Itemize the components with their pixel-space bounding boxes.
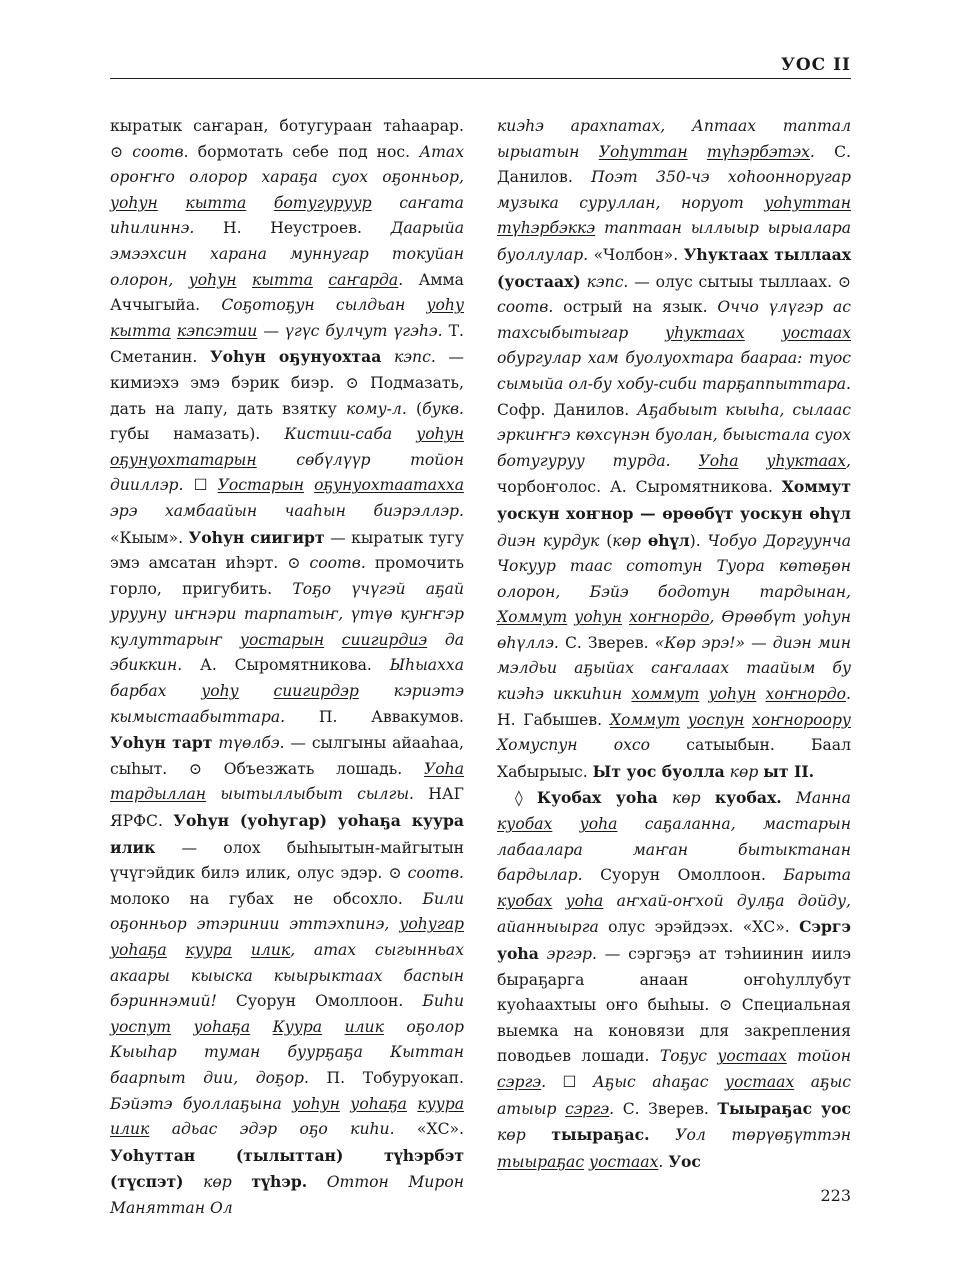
dictionary-text: ◊ Куобах уоһа көр куобах. Манна куобах уоһа саҕаланна, мастарын лабаалара маҥан бытыктанан бардылар. Суорун Омоллоон. Барыта куобах уоһа аҥхай-оҥхой дулҕа дойду, айанныырга олус эрэйдээх. «ХС». Сэргэ уоһа эргэр. — сэргэҕэ ат тэһиинин иилэ быраҕарга анаан оҥоһуллубут куоһаахтыы оҥо быһыы. ⊙ Специальная выемка на коновязи для закрепления поводьев лошади. Тоҕус уостаах тойон сэргэ. ☐ Аҕыс аһаҕас уостаах аҕыс атыыр сэргэ. С. Зверев. Тыыраҕас уос көр тыыраҕас. Уол төрүөҕүттэн тыыраҕас уостаах. Уос bbox=[497, 788, 852, 1171]
running-title: УОС II bbox=[781, 55, 851, 75]
dictionary-text: кыратык саҥаран, ботугураан таһаарар. ⊙ соотв. бормотать себе под нос. Атах ороҥҥо олорор хараҕа суох оҕонньор, уоһун кытта ботугурууp саҥата иһилиннэ. Н. Неустроев. Даарыйа эмээхсин харана муннугар токуйан олорон, уоһун кытта саҥарда. Амма Аччыгыйа. Соҕотоҕун сылдьан уоһу кытта кэпсэтии — үгүс булчут үгэһэ. Т. Сметанин. Уоһун оҕунуохтаа кэпс. — кимиэхэ эмэ бэрик биэр. ⊙ Подмазать, дать на лапу, дать взятку кому-л. (букв. губы намазать). Кистии-саба уоһун оҕунуохтатарын сөбүлүүр тойон дииллэр. ☐ Уостарын оҕунуохтаатахха эрэ хамбаайын чааһын биэрэллэр. «Кыым». Уоһун сиигирт — кыратык тугу эмэ амсатан иһэрт. ⊙ соотв. промочить горло, пригубить. Тоҕо үчүгэй аҕай урууну иҥнэри тарпатыҥ, үтүө куҥҥэр кулуттарыҥ уостарын сиигирдиэ да эбиккин. А. Сыромятникова. Ыһыахха барбах уоһу сиигирдэр кэриэтэ кымыстаабыттара. П. Аввакумов. Уоһун тарт түөлбэ. — сылгыны айааһаа, сыһыт. ⊙ Объезжать лошадь. Уоһа тардыллан ыытыллыбыт сылгы. НАГ ЯРФС. Уоһун (уоһугар) уоһаҕа куура илик — олох быһыытын-майгытын үчүгэйдик билэ илик, олус эдэр. ⊙ соотв. молоко на губах не обсохло. Били оҕонньор этэринии эттэхпинэ, уоһугар уоһаҕа куура илик, атах сыгынньах акаары кыыска кыырыктаах баспын бэриннэмий! Суорун Омоллоон. Биһи уоспут уоһаҕа Куура илик оҕолор Кыыһар туман буурҕаҕа Кыттан баарпыт дии, доҕор. П. Тобуруокап. Бэйэтэ буоллаҕына уоһун уоһаҕа куура илик адьас эдэр оҕо киһи. «ХС». Уоһуттан (тылыттан) түһэрбэт (түспэт) көр түһэр. Оттон Мирон Маняттан Ол bbox=[110, 117, 465, 1217]
dictionary-text: киэһэ арахпатах, Аптаах таптал ырыатын Уоһуттан түһэрбэтэх. С. Данилов. Поэт 350-чэ хоһоонноругар музыка суруллан, норуот уоһуттан түһэрбэккэ таптаан ыллыыр ырыалара буоллулар. «Чолбон». Уһуктаах тыллаах (уостаах) кэпс. — олус сытыы тыллаах. ⊙ соотв. острый на язык. Оччо үлүгэр ас тахсыбытыгар уһуктаах уостаах обургулар хам буолуохтара баараа: туос сымыйа ол-бу хобу-сиби тарҕаппыттара. Софр. Данилов. Аҕабыыт кыыһа, сылаас эркиҥҥэ көхсүнэн буолан, быыстала суох ботугуруу турда. Уоһа уһуктаах, чорбоҥолос. А. Сыромятникова. Хоммут уоскун хоҥнор — өрөөбүт уоскун өһүл диэн курдук (көр өһүл). Чобуо Доргуунча Чокуур таас сототун Туора көтөҕөн олорон, Бэйэ бодотун тардынан, Хоммут уоһун хоҥнордо, Өрөөбүт уоһун өһүллэ. С. Зверев. «Көр эрэ!» — диэн мин мэлдьи аҕыйах саҥалаах таайым бу киэһэ иккиһин хоммут уоһун хоҥнордо. Н. Габышев. Хоммут уоспун хоҥнороору Хомуспун охсо сатыыбын. Баал Хабырыыс. Ыт уос буолла көр ыт II. bbox=[497, 117, 852, 781]
running-head bbox=[110, 52, 851, 79]
page-number: 223 bbox=[820, 1186, 851, 1205]
right-column bbox=[497, 114, 851, 1175]
left-column bbox=[110, 114, 464, 1222]
